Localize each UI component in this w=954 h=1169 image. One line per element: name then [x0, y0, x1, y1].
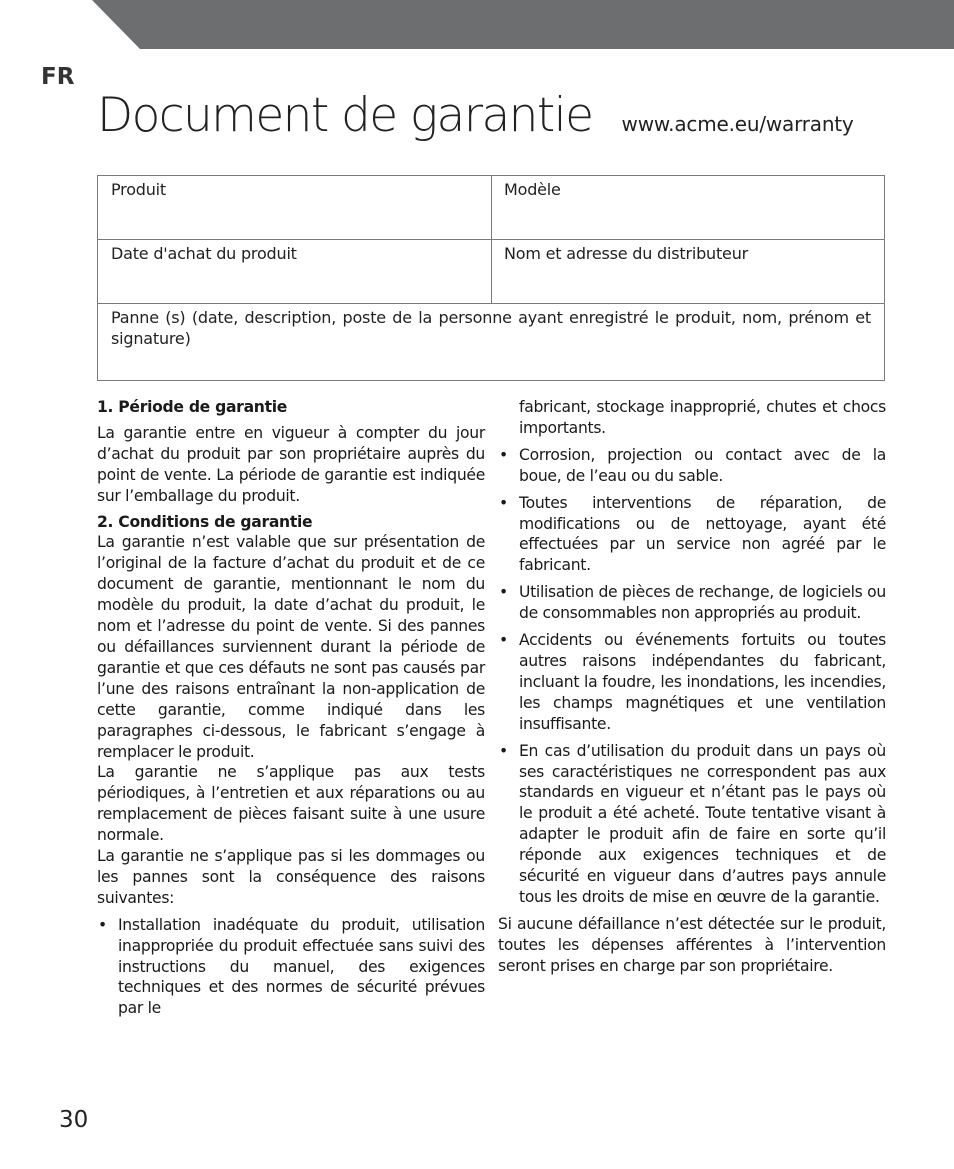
model-label: Modèle	[504, 180, 561, 199]
row-divider	[98, 303, 884, 304]
distributor-field[interactable]	[491, 240, 884, 303]
section2-paragraph: La garantie ne s’applique pas si les dommages ou les pannes sont la conséquence des raisons suivantes:	[97, 847, 485, 907]
list-item: • En cas d’utilisation du produit dans un pays où ses caractéristiques ne correspondent pas aux standards en vigueur et n’étant pas le pays où le produit a été acheté. Toute tentative visant à adapter le produit afin de faire en sorte qu’il réponde aux exigences techniques et de sécurité en vigueur dans d’autres pays annule tous les droits de mise en œuvre de la garantie.	[498, 741, 886, 908]
section1-heading: 1. Période de garantie	[97, 398, 288, 416]
failure-field[interactable]	[98, 303, 884, 380]
list-item-continuation: fabricant, stockage inapproprié, chutes et chocs importants.	[519, 398, 886, 437]
closing-paragraph: Si aucune défaillance n’est détectée sur le produit, toutes les dépenses afférentes à l’intervention seront prises en charge par son propriétaire.	[498, 914, 886, 975]
language-code: FR	[41, 64, 75, 90]
list-item: • Corrosion, projection ou contact avec de la boue, de l’eau ou du sable.	[498, 445, 886, 487]
list-item: • Utilisation de pièces de rechange, de logiciels ou de consommables non appropriés au produit.	[498, 582, 886, 624]
section2-heading: 2. Conditions de garantie	[97, 512, 313, 531]
product-field[interactable]	[98, 176, 491, 240]
model-field[interactable]	[491, 176, 884, 240]
section2-paragraph: La garantie ne s’applique pas aux tests périodiques, à l’entretien et aux réparations ou au remplacement de pièces faisant suite à une usure normale.	[97, 763, 485, 845]
warranty-url: www.acme.eu/warranty	[621, 112, 854, 136]
title-row	[97, 88, 897, 143]
column-divider	[491, 176, 492, 303]
section1-text: La garantie entre en vigueur à compter du jour d’achat du produit par son propriétaire auprès du point de vente. La période de garantie est indiquée sur l’emballage du produit.	[97, 423, 485, 505]
list-item: • Accidents ou événements fortuits ou toutes autres raisons indépendantes du fabricant, incluant la foudre, les inondations, les incendies, les champs magnétiques et une ventilation insuffisante.	[498, 630, 886, 735]
purchase-date-label: Date d'achat du produit	[111, 244, 297, 263]
page-number: 30	[59, 1107, 89, 1133]
warranty-form	[97, 175, 885, 381]
failure-label: Panne (s) (date, description, poste de la personne ayant enregistré le produit, nom, prénom et signature)	[111, 308, 871, 348]
page-title: Document de garantie	[97, 88, 593, 143]
left-column	[97, 397, 485, 1019]
purchase-date-field[interactable]	[98, 240, 491, 303]
product-label: Produit	[111, 180, 166, 199]
list-item: • Toutes interventions de réparation, de modifications ou de nettoyage, ayant été effectuées par un service non agréé par le fabricant.	[498, 493, 886, 577]
distributor-label: Nom et adresse du distributeur	[504, 244, 749, 263]
header-band	[0, 0, 954, 49]
list-item: • Installation inadéquate du produit, utilisation inappropriée du produit effectuée sans suivi des instructions du manuel, des exigences techniques et des normes de sécurité prévues par le	[97, 915, 485, 1020]
right-column	[498, 397, 886, 977]
section2-paragraph: La garantie n’est valable que sur présentation de l’original de la facture d’achat du produit et de ce document de garantie, mentionnant le nom du modèle du produit, la date d’achat du produit, le nom et l’adresse du point de vente. Si des pannes ou défaillances surviennent durant la période de garantie et que ces défauts ne sont pas causés par l’une des raisons entraînant la non-application de cette garantie, comme indiqué dans les paragraphes ci-dessous, le fabricant s’engage à remplacer le produit.	[97, 533, 485, 761]
